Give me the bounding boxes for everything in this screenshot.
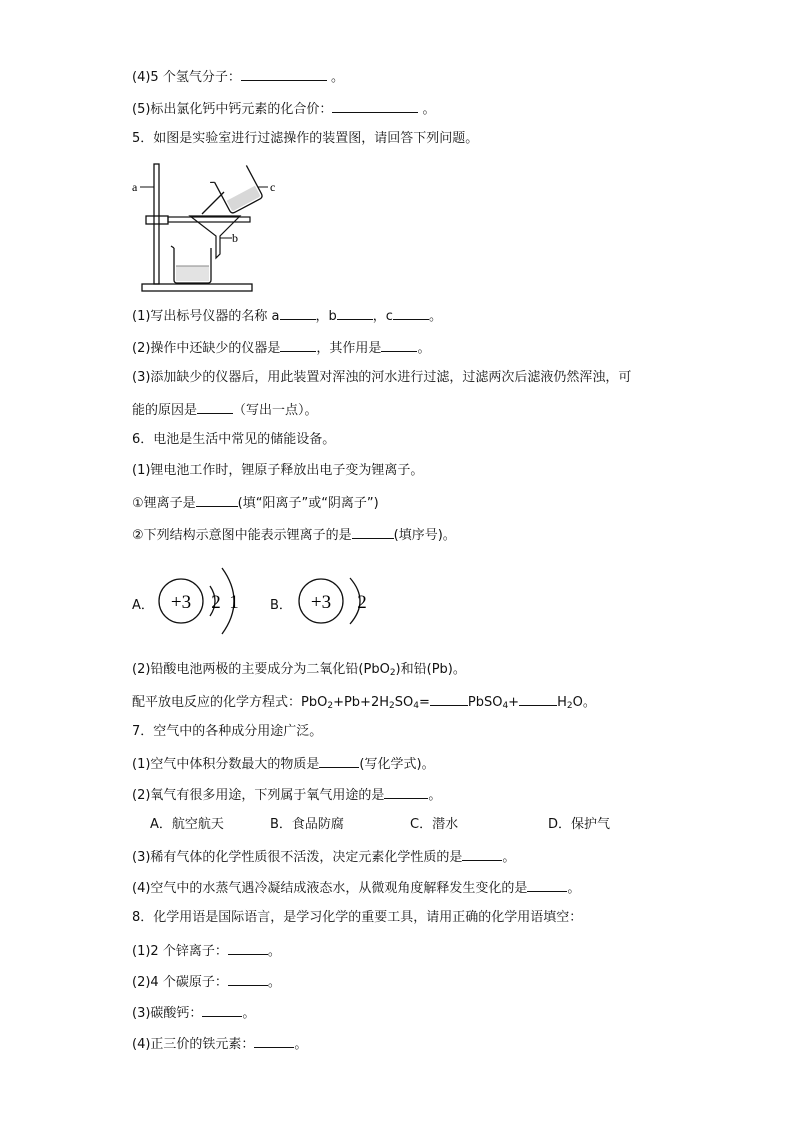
q5-item1-c: ，c: [372, 309, 393, 324]
label-c: c: [270, 180, 276, 194]
q7-item4-text: (4)空气中的水蒸气遇冷凝结成液态水，从微观角度解释发生变化的是: [132, 881, 528, 896]
q7-item3: [132, 847, 515, 867]
q6-equation: [132, 692, 596, 712]
q8-item4: [132, 1034, 307, 1054]
q6-sub2-end: )和铅(Pb)。: [395, 662, 466, 677]
answer-blank[interactable]: [228, 972, 268, 986]
q5-item2: [132, 338, 430, 358]
q6-sub2-text: (2)铅酸电池两极的主要成分为二氧化铅(PbO: [132, 662, 390, 677]
shell1-electrons: 2: [211, 592, 221, 613]
q8-item3: [132, 1003, 255, 1023]
eq-text: +Pb+2H: [333, 695, 389, 710]
label-b: b: [232, 231, 238, 245]
answer-blank[interactable]: [196, 493, 238, 507]
q6-c2-end: (填序号)。: [393, 528, 456, 543]
label-a: a: [132, 180, 138, 194]
answer-blank[interactable]: [430, 692, 468, 706]
q5-item2-text: (2)操作中还缺少的仪器是: [132, 341, 281, 356]
ring-clamp: [146, 216, 168, 224]
answer-blank[interactable]: [241, 67, 327, 81]
eq-text: +: [508, 695, 520, 710]
q8-item4-end: 。: [294, 1037, 308, 1052]
answer-blank[interactable]: [228, 941, 268, 955]
q5-item3-line2: [132, 400, 318, 420]
lithium-structure-option-a: [150, 560, 250, 642]
q7-option-a[interactable]: A．航空航天: [150, 817, 224, 832]
subscript: 4: [413, 701, 419, 711]
q4-item5: [132, 99, 436, 119]
q8-item1: [132, 941, 281, 961]
q8-item3-text: (3)碳酸钙：: [132, 1006, 203, 1021]
q8-item2-end: 。: [267, 975, 281, 990]
answer-blank[interactable]: [319, 754, 359, 768]
answer-blank[interactable]: [384, 785, 428, 799]
q7-option-d[interactable]: D．保护气: [548, 817, 611, 832]
nucleus-charge: +3: [170, 592, 192, 613]
subscript: 4: [502, 701, 509, 711]
option-b-label: B．: [270, 598, 292, 613]
q5-item2-end: 。: [417, 341, 431, 356]
q5-item3-end: （写出一点）。: [233, 403, 318, 418]
subscript: 2: [327, 701, 334, 711]
answer-blank[interactable]: [519, 692, 557, 706]
q4-item4: [132, 67, 344, 87]
answer-blank[interactable]: [332, 99, 418, 113]
filtration-apparatus-diagram: [128, 158, 288, 298]
answer-blank[interactable]: [254, 1034, 294, 1048]
q6-stem: 6．电池是生活中常见的储能设备。: [132, 432, 336, 447]
q7-item4-end: 。: [567, 881, 581, 896]
q7-item1: [132, 754, 435, 774]
q7-item4: [132, 878, 580, 898]
q5-item3-text: 能的原因是: [132, 403, 198, 418]
glass-rod: [202, 192, 224, 214]
q6-c1-end: (填“阳离子”或“阴离子”): [237, 496, 379, 511]
answer-blank[interactable]: [202, 1003, 242, 1017]
q7-item2: [132, 785, 441, 805]
answer-blank-c[interactable]: [393, 306, 429, 320]
q6-sub1: (1)锂电池工作时，锂原子释放出电子变为锂离子。: [132, 463, 424, 478]
answer-blank[interactable]: [527, 878, 567, 892]
q5-stem: 5．如图是实验室进行过滤操作的装置图，请回答下列问题。: [132, 131, 479, 146]
q7-item3-text: (3)稀有气体的化学性质很不活泼，决定元素化学性质的是: [132, 850, 463, 865]
q7-item1-end: (写化学式)。: [359, 757, 435, 772]
q8-item1-end: 。: [267, 944, 281, 959]
nucleus-charge: +3: [310, 592, 332, 613]
q4-item4-end: 。: [326, 70, 344, 85]
eq-text: O。: [572, 695, 596, 710]
q6-sub2: [132, 661, 466, 679]
q7-stem: 7．空气中的各种成分用途广泛。: [132, 724, 323, 739]
q6-c1: [132, 493, 379, 513]
shell2-electrons: 1: [229, 592, 239, 613]
subscript: 2: [389, 668, 396, 678]
option-a-label: A．: [132, 598, 154, 613]
q7-item2-text: (2)氧气有很多用途，下列属于氧气用途的是: [132, 788, 385, 803]
stand-base: [142, 284, 252, 291]
answer-blank-a[interactable]: [280, 306, 316, 320]
q5-item3-line1: (3)添加缺少的仪器后，用此装置对浑浊的河水进行过滤，过滤两次后滤液仍然浑浊，可: [132, 370, 632, 385]
lithium-structure-option-b: [290, 560, 380, 642]
q4-item4-text: (4)5 个氢气分子：: [132, 70, 241, 85]
eq-text: H: [557, 695, 567, 710]
eq-text: 配平放电反应的化学方程式：PbO: [132, 695, 328, 710]
q6-c2: [132, 525, 456, 545]
answer-blank[interactable]: [381, 338, 417, 352]
answer-blank-b[interactable]: [337, 306, 373, 320]
answer-blank[interactable]: [462, 847, 502, 861]
eq-text: PbSO: [467, 695, 503, 710]
eq-text: SO: [394, 695, 414, 710]
q5-item2-mid: ，其作用是: [316, 341, 382, 356]
q8-item4-text: (4)正三价的铁元素：: [132, 1037, 255, 1052]
q4-item5-text: (5)标出氯化钙中钙元素的化合价：: [132, 102, 333, 117]
q6-c2-text: ②下列结构示意图中能表示锂离子的是: [132, 528, 352, 543]
q8-item2-text: (2)4 个碳原子：: [132, 975, 228, 990]
q7-item1-text: (1)空气中体积分数最大的物质是: [132, 757, 320, 772]
q6-c1-text: ①锂离子是: [132, 496, 196, 511]
subscript: 2: [566, 701, 573, 711]
q5-item1-end: 。: [428, 309, 442, 324]
answer-blank[interactable]: [352, 525, 394, 539]
q5-item1-b: ，b: [315, 309, 337, 324]
q7-item3-end: 。: [502, 850, 516, 865]
answer-blank[interactable]: [280, 338, 316, 352]
q5-item1: [132, 306, 442, 326]
answer-blank[interactable]: [197, 400, 233, 414]
q7-item2-end: 。: [428, 788, 442, 803]
eq-text: =: [418, 695, 430, 710]
subscript: 2: [389, 701, 395, 711]
shell1-electrons: 2: [357, 592, 367, 613]
q8-item2: [132, 972, 281, 992]
q8-stem: 8．化学用语是国际语言，是学习化学的重要工具，请用正确的化学用语填空：: [132, 910, 583, 925]
q8-item1-text: (1)2 个锌离子：: [132, 944, 228, 959]
q8-item3-end: 。: [242, 1006, 256, 1021]
q7-option-c[interactable]: C．潜水: [410, 817, 459, 832]
q7-option-b[interactable]: B．食品防腐: [270, 817, 344, 832]
q5-item1-text: (1)写出标号仪器的名称 a: [132, 309, 280, 324]
q4-item5-end: 。: [418, 102, 436, 117]
